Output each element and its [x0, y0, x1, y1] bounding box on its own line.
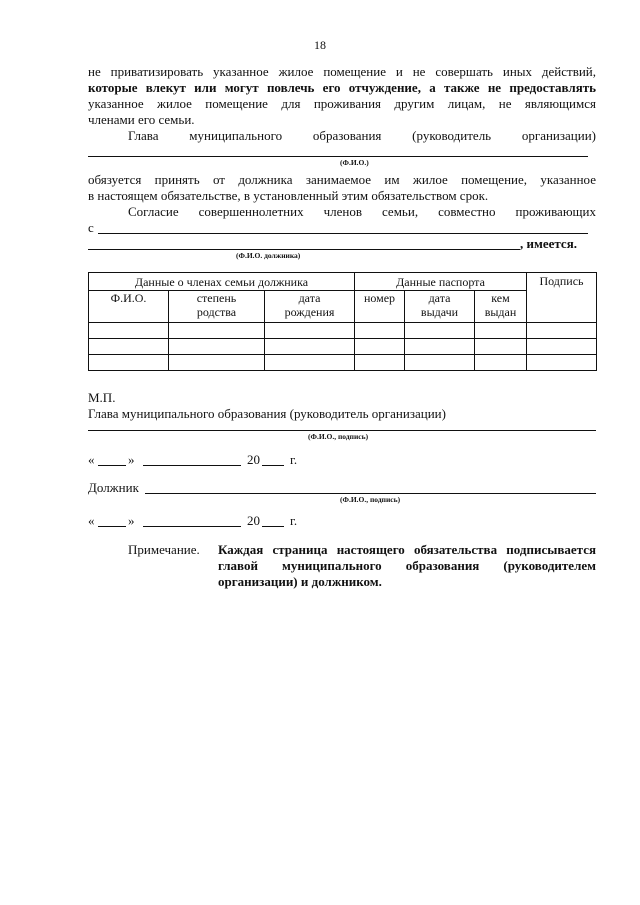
- paragraph1-line2: которые влекут или могут повлечь его отчуждение, а также не предоставлять: [88, 80, 596, 95]
- date1-day-line: [98, 465, 126, 466]
- debtor-signature-line: [145, 493, 596, 494]
- date1-suffix: г.: [290, 452, 298, 467]
- page-number: 18: [314, 38, 326, 52]
- paragraph1-line3: указанное жилое помещение для проживания другим лицам, не являющимся: [88, 96, 596, 111]
- date1-open-quote: «: [88, 452, 95, 467]
- head-signature-line: [88, 156, 588, 157]
- date2-year-prefix: 20: [247, 513, 260, 528]
- header-relation: степень родства: [169, 291, 265, 323]
- date2-suffix: г.: [290, 513, 298, 528]
- caption-fio-sign: (Ф.И.О., подпись): [308, 432, 369, 441]
- header-signature: Подпись: [527, 273, 597, 323]
- caption-fio-sign-2: (Ф.И.О., подпись): [340, 495, 401, 504]
- date1-year-prefix: 20: [247, 452, 260, 467]
- consent-line: Согласие совершеннолетних членов семьи, совместно проживающих: [128, 204, 596, 219]
- header-birth-date: дата рождения: [265, 291, 355, 323]
- date1-year-line: [262, 465, 284, 466]
- date2-close-quote: »: [128, 513, 135, 528]
- consent-prefix: с: [88, 220, 94, 235]
- paragraph2-line2: в настоящем обязательстве, в установленный этим обязательством срок.: [88, 188, 489, 203]
- caption-fio-debtor: (Ф.И.О. должника): [236, 251, 301, 260]
- consent-line-2: [88, 249, 520, 250]
- note-line2: главой муниципального образования (руководителем: [218, 558, 596, 573]
- date2-month-line: [143, 526, 241, 527]
- consent-line-1: [98, 233, 588, 234]
- seal-place: М.П.: [88, 390, 116, 405]
- paragraph1-line1: не приватизировать указанное жилое помещение и не совершать иных действий,: [88, 64, 596, 79]
- header-fio: Ф.И.О.: [89, 291, 169, 323]
- head-title-line: Глава муниципального образования (руководитель организации): [128, 128, 596, 143]
- table-row: [89, 355, 597, 371]
- date1-month-line: [143, 465, 241, 466]
- caption-fio: (Ф.И.О.): [340, 158, 369, 167]
- table-row: [89, 339, 597, 355]
- table-row: [89, 323, 597, 339]
- date1-close-quote: »: [128, 452, 135, 467]
- head-signature-line-2: [88, 430, 596, 431]
- paragraph2-line1: обязуется принять от должника занимаемое им жилое помещение, указанное: [88, 172, 596, 187]
- header-issue-date: дата выдачи: [405, 291, 475, 323]
- family-members-table: [88, 272, 597, 371]
- header-family-data: Данные о членах семьи должника: [89, 273, 355, 291]
- note-line1: Каждая страница настоящего обязательства подписывается: [218, 542, 596, 557]
- header-passport-data: Данные паспорта: [355, 273, 527, 291]
- note-label: Примечание.: [128, 542, 200, 557]
- date2-year-line: [262, 526, 284, 527]
- header-issued-by: кем выдан: [475, 291, 527, 323]
- debtor-label: Должник: [88, 480, 139, 495]
- head-title-line-2: Глава муниципального образования (руководитель организации): [88, 406, 446, 421]
- note-line3: организации) и должником.: [218, 574, 382, 589]
- paragraph1-line4: членами его семьи.: [88, 112, 195, 127]
- consent-suffix: , имеется.: [520, 236, 577, 251]
- date2-day-line: [98, 526, 126, 527]
- header-passport-number: номер: [355, 291, 405, 323]
- date2-open-quote: «: [88, 513, 95, 528]
